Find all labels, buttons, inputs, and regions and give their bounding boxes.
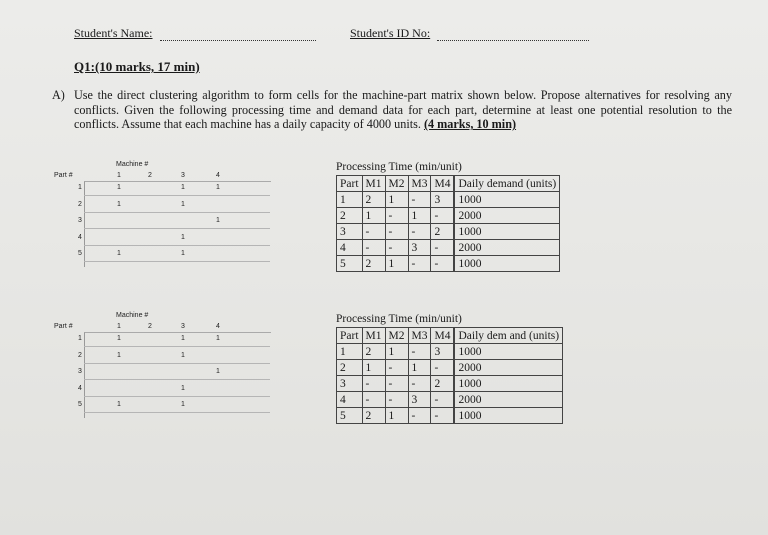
matrix-row-line [84, 346, 270, 347]
processing-cell: - [385, 224, 408, 240]
processing-row [337, 224, 560, 240]
processing-cell: - [431, 408, 454, 424]
processing-cell: 1 [337, 344, 363, 360]
matrix-col-header: 4 [216, 172, 220, 179]
processing-cell: 2 [362, 256, 385, 272]
student-id-label: Student's ID No: [350, 26, 431, 40]
processing-cell: - [408, 224, 431, 240]
processing-cell: 1 [362, 208, 385, 224]
matrix-cell: 1 [181, 250, 185, 257]
matrix-cell: 1 [117, 351, 121, 359]
processing-title: Processing Time (min/unit) [336, 161, 462, 173]
processing-cell: 1000 [455, 344, 563, 360]
student-id-field [350, 26, 589, 41]
student-name-blank [160, 29, 316, 41]
processing-header-cell: M4 [431, 176, 454, 192]
processing-cell: 2 [362, 192, 385, 208]
processing-header-cell: M2 [385, 328, 408, 344]
processing-header-cell: M1 [362, 176, 385, 192]
processing-row [337, 376, 563, 392]
processing-cell: 1000 [455, 256, 560, 272]
processing-cell: 4 [337, 392, 363, 408]
processing-row [337, 256, 560, 272]
processing-cell: - [431, 360, 454, 376]
processing-cell: 1000 [455, 192, 560, 208]
matrix-row-header: 5 [78, 250, 82, 257]
processing-cell: 1 [385, 256, 408, 272]
processing-title: Processing Time (min/unit) [336, 313, 462, 325]
processing-cell: 2000 [455, 208, 560, 224]
processing-header-cell: Part [337, 176, 363, 192]
processing-cell: - [431, 256, 454, 272]
processing-cell: - [385, 360, 408, 376]
machine-part-matrix [48, 161, 278, 271]
processing-cell: - [385, 208, 408, 224]
processing-cell: 4 [337, 240, 363, 256]
matrix-part-label: Part # [54, 323, 73, 330]
matrix-row-line [84, 396, 270, 397]
processing-cell: - [362, 240, 385, 256]
processing-cell: 3 [408, 240, 431, 256]
processing-cell: 1 [408, 208, 431, 224]
processing-cell: 1000 [455, 224, 560, 240]
processing-cell: 3 [337, 376, 363, 392]
processing-cell: 3 [431, 344, 454, 360]
processing-cell: 2 [362, 408, 385, 424]
processing-row [337, 208, 560, 224]
processing-header-cell: M3 [408, 328, 431, 344]
processing-cell: - [362, 392, 385, 408]
matrix-cell: 1 [117, 250, 121, 257]
matrix-col-header: 3 [181, 323, 185, 330]
processing-header-cell: Part [337, 328, 363, 344]
processing-cell: 1000 [455, 376, 563, 392]
matrix-cell: 1 [181, 335, 185, 342]
matrix-row-header: 5 [78, 401, 82, 408]
processing-header-cell: Daily dem and (units) [455, 328, 563, 344]
matrix-cell: 1 [117, 401, 121, 408]
matrix-cell: 1 [216, 335, 220, 342]
matrix-col-header: 4 [216, 323, 220, 330]
processing-cell: - [431, 240, 454, 256]
student-name-field [74, 26, 316, 41]
processing-cell: - [385, 392, 408, 408]
processing-cell: 2000 [455, 360, 563, 376]
matrix-cell: 1 [216, 368, 220, 375]
matrix-cell: 1 [117, 184, 121, 191]
processing-cell: - [431, 392, 454, 408]
matrix-machine-label: Machine # [116, 312, 149, 319]
matrix-row-header: 2 [78, 200, 82, 208]
processing-cell: 1 [362, 360, 385, 376]
processing-cell: - [362, 376, 385, 392]
processing-cell: - [385, 240, 408, 256]
problem-text: Use the direct clustering algorithm to form cells for the machine-part matrix shown below. Propose alternatives for resolving any conflicts. Given the following processing time and demand data for each part, determine at least one potential resolution to the conflicts. Assume that each machine has a daily capacity of 4000 units. [74, 88, 732, 132]
processing-cell: 2 [431, 376, 454, 392]
matrix-part-label: Part # [54, 172, 73, 179]
processing-cell: - [431, 208, 454, 224]
matrix-cell: 1 [181, 233, 185, 241]
processing-cell: 2 [431, 224, 454, 240]
processing-row [337, 344, 563, 360]
student-id-blank [437, 29, 589, 41]
matrix-row-line [84, 379, 270, 380]
problem-statement [52, 88, 732, 132]
student-name-label: Student's Name: [74, 26, 153, 40]
matrix-cell: 1 [181, 184, 185, 191]
processing-cell: - [362, 224, 385, 240]
processing-header-cell: M1 [362, 328, 385, 344]
processing-header-cell: M2 [385, 176, 408, 192]
matrix-row-line [84, 195, 270, 196]
processing-cell: 1000 [455, 408, 563, 424]
matrix-cell: 1 [117, 200, 121, 208]
processing-cell: 1 [385, 344, 408, 360]
processing-row [337, 408, 563, 424]
processing-cell: 1 [408, 360, 431, 376]
processing-cell: 3 [337, 224, 363, 240]
matrix-row-header: 4 [78, 384, 82, 392]
processing-cell: 1 [385, 192, 408, 208]
processing-cell: - [408, 344, 431, 360]
question-heading: Q1:(10 marks, 17 min) [74, 59, 200, 74]
matrix-row-header: 1 [78, 335, 82, 342]
matrix-col-header: 2 [148, 323, 152, 330]
processing-table [336, 175, 560, 272]
processing-cell: - [408, 256, 431, 272]
matrix-row-header: 3 [78, 368, 82, 375]
processing-row [337, 360, 563, 376]
processing-header-row [337, 176, 560, 192]
processing-cell: 5 [337, 408, 363, 424]
processing-cell: 3 [431, 192, 454, 208]
matrix-machine-label: Machine # [116, 161, 149, 168]
processing-header-row [337, 328, 563, 344]
matrix-cell: 1 [181, 351, 185, 359]
matrix-cell: 1 [216, 184, 220, 191]
matrix-row-line [84, 212, 270, 213]
matrix-row-header: 2 [78, 351, 82, 359]
processing-row [337, 192, 560, 208]
matrix-cell: 1 [181, 401, 185, 408]
matrix-row-header: 1 [78, 184, 82, 191]
matrix-row-line [84, 228, 270, 229]
processing-cell: - [408, 376, 431, 392]
processing-cell: 5 [337, 256, 363, 272]
matrix-col-header: 3 [181, 172, 185, 179]
processing-row [337, 392, 563, 408]
machine-part-matrix-copy [48, 312, 278, 422]
matrix-row-line [84, 245, 270, 246]
processing-header-cell: Daily demand (units) [455, 176, 560, 192]
matrix-col-header: 1 [117, 172, 121, 179]
processing-cell: 2 [337, 360, 363, 376]
problem-marks: (4 marks, 10 min) [423, 117, 517, 132]
matrix-cell: 1 [181, 200, 185, 208]
matrix-col-header: 1 [117, 323, 121, 330]
matrix-row-header: 4 [78, 233, 82, 241]
processing-header-cell: M4 [431, 328, 454, 344]
processing-cell: 2 [362, 344, 385, 360]
processing-cell: 2000 [455, 392, 563, 408]
matrix-row-header: 3 [78, 217, 82, 224]
matrix-cell: 1 [117, 335, 121, 342]
processing-cell: 1 [337, 192, 363, 208]
processing-cell: 1 [385, 408, 408, 424]
processing-row [337, 240, 560, 256]
matrix-row-line [84, 363, 270, 364]
processing-cell: 3 [408, 392, 431, 408]
matrix-col-header: 2 [148, 172, 152, 179]
processing-cell: - [408, 192, 431, 208]
matrix-row-line [84, 412, 270, 413]
matrix-row-line [84, 261, 270, 262]
processing-header-cell: M3 [408, 176, 431, 192]
processing-table [336, 327, 563, 424]
part-letter: A) [52, 88, 65, 102]
processing-cell: 2 [337, 208, 363, 224]
processing-cell: 2000 [455, 240, 560, 256]
processing-cell: - [408, 408, 431, 424]
matrix-cell: 1 [181, 384, 185, 392]
processing-cell: - [385, 376, 408, 392]
matrix-cell: 1 [216, 217, 220, 224]
